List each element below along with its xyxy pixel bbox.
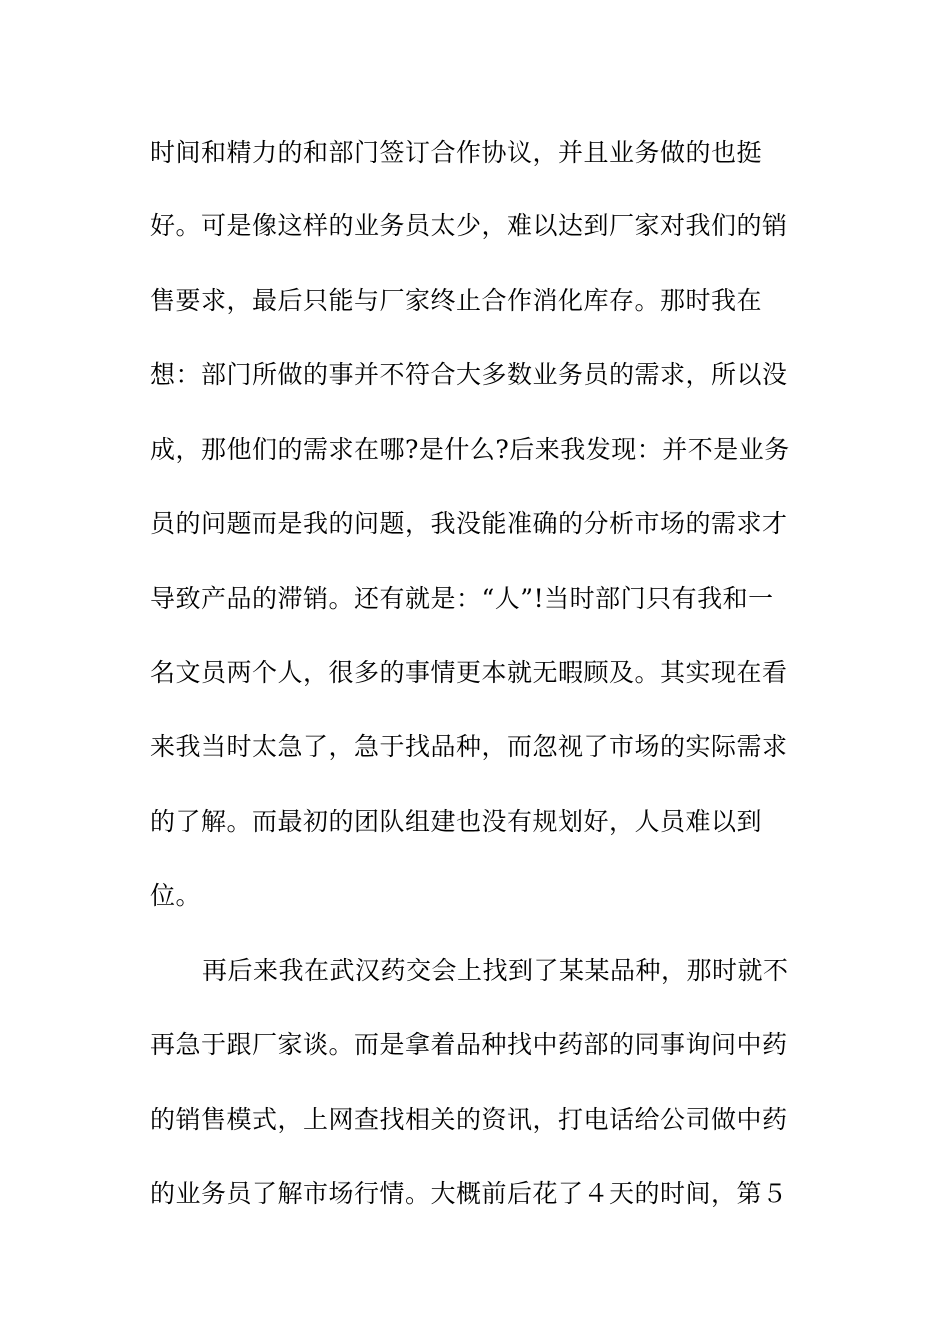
text-line: 来我当时太急了，急于找品种，而忽视了市场的实际需求 bbox=[150, 732, 788, 761]
text-line: 售要求，最后只能与厂家终止合作消化库存。那时我在 bbox=[150, 286, 763, 315]
paragraph-first-line: 再后来我在武汉药交会上找到了某某品种，那时就不 bbox=[202, 956, 789, 985]
text-line: 好。可是像这样的业务员太少，难以达到厂家对我们的销 bbox=[150, 211, 788, 240]
text-line: 想：部门所做的事并不符合大多数业务员的需求，所以没 bbox=[150, 360, 788, 389]
text-line: 成，那他们的需求在哪?是什么?后来我发现：并不是业务 bbox=[150, 435, 790, 464]
text-line: 时间和精力的和部门签订合作协议，并且业务做的也挺 bbox=[150, 138, 763, 167]
text-line: 名文员两个人，很多的事情更本就无暇顾及。其实现在看 bbox=[150, 658, 788, 687]
text-line: 再急于跟厂家谈。而是拿着品种找中药部的同事询问中药 bbox=[150, 1030, 788, 1059]
text-line: 的了解。而最初的团队组建也没有规划好，人员难以到 bbox=[150, 807, 763, 836]
text-line: 导致产品的滞销。还有就是：“人”!当时部门只有我和一 bbox=[150, 584, 774, 613]
text-line: 员的问题而是我的问题，我没能准确的分析市场的需求才 bbox=[150, 509, 788, 538]
text-line: 的业务员了解市场行情。大概前后花了４天的时间，第５ bbox=[150, 1179, 788, 1208]
text-line: 的销售模式，上网查找相关的资讯，打电话给公司做中药 bbox=[150, 1105, 788, 1134]
text-line: 位。 bbox=[150, 881, 202, 910]
